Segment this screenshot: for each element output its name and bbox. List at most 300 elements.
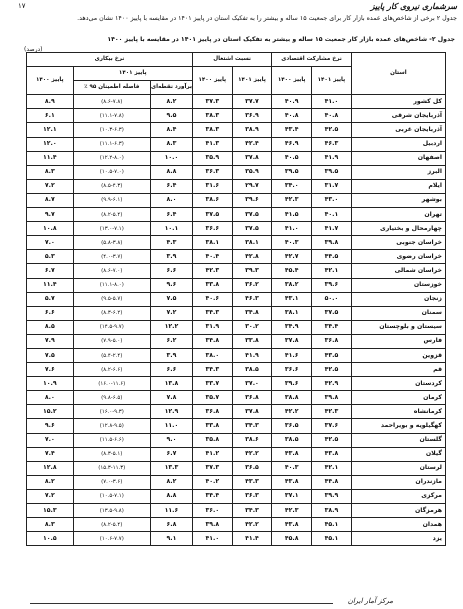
employment-1400-cell: ۳۴.۸	[192, 334, 232, 348]
province-cell: البرز	[351, 165, 445, 179]
unemployment-1400-cell: ۷.۹	[27, 334, 74, 348]
province-cell: خراسان رضوی	[351, 250, 445, 264]
unemployment-point-cell: ۶.۲	[150, 334, 192, 348]
province-cell: اردبیل	[351, 137, 445, 151]
unemployment-point-cell: ۶.۷	[150, 447, 192, 461]
unemployment-point-cell: ۱۰.۱	[150, 222, 192, 236]
unemployment-ci-cell: (۱۱.۱-۶.۳)	[73, 137, 150, 151]
employment-1401-cell: ۳۴.۳	[232, 419, 272, 433]
employment-1400-cell: ۴۱.۰	[192, 532, 232, 546]
table-unit: (درصد)	[24, 46, 43, 53]
unemployment-1400-cell: ۹.۷	[27, 208, 74, 222]
employment-1401-cell: ۳۷.۵	[232, 222, 272, 236]
employment-1401-cell: ۲۹.۷	[232, 179, 272, 193]
unemployment-point-cell: ۶.۶	[150, 363, 192, 377]
intro-paragraph: جدول ۲ برخی از شاخص‌های عمده بازار کار برای جمعیت ۱۵ ساله و بیشتر را به تفکیک استان در پاییز ۱۴۰۱ در مقایسه با پاییز ۱۴۰۰ نشان می‌دهد.	[77, 15, 457, 22]
unemployment-1400-cell: ۸.۳	[27, 165, 74, 179]
employment-1401-cell: ۳۶.۳	[232, 489, 272, 503]
province-cell: کردستان	[351, 377, 445, 391]
province-cell: قزوین	[351, 348, 445, 362]
table-row	[27, 165, 446, 179]
participation-1400-cell: ۴۵.۸	[272, 532, 312, 546]
unemployment-ci-cell: (۴.۰-۳.۷)	[73, 250, 150, 264]
participation-1400-cell: ۴۲.۷	[272, 250, 312, 264]
unemployment-point-cell: ۷.۵	[150, 292, 192, 306]
participation-1401-cell: ۴۵.۱	[312, 518, 352, 532]
table-row	[27, 109, 446, 123]
unemployment-point-cell: ۹.۶	[150, 278, 192, 292]
participation-1401-cell: ۳۷.۶	[312, 419, 352, 433]
participation-1401-cell: ۳۹.۶	[312, 278, 352, 292]
participation-1400-cell: ۴۳.۱	[272, 292, 312, 306]
employment-1400-cell: ۳۶.۸	[192, 405, 232, 419]
unemployment-ci-cell: (۱۳.۰-۷.۱)	[73, 222, 150, 236]
unemployment-point-cell: ۹.۰	[150, 433, 192, 447]
unemployment-point-cell: ۸.۰	[150, 193, 192, 207]
unemployment-point-cell: ۶.۴	[150, 179, 192, 193]
province-cell: تهران	[351, 208, 445, 222]
participation-1400-cell: ۴۱.۵	[272, 208, 312, 222]
unemployment-ci-cell: (۸.۳-۶.۲)	[73, 306, 150, 320]
unemployment-1400-cell: ۷.۶	[27, 363, 74, 377]
participation-1400-cell: ۴۶.۹	[272, 137, 312, 151]
unemployment-ci-cell: (۸.۲-۶.۶)	[73, 363, 150, 377]
employment-1401-cell: ۳۸.۶	[232, 433, 272, 447]
province-cell: سیستان و بلوچستان	[351, 320, 445, 334]
employment-1400-cell: ۳۳.۸	[192, 419, 232, 433]
employment-1401-cell: ۳۸.۵	[232, 363, 272, 377]
employment-1400-cell: ۴۲.۳	[192, 264, 232, 278]
participation-1401-cell: ۴۲.۵	[312, 363, 352, 377]
participation-1400-cell: ۴۱.۰	[272, 222, 312, 236]
employment-1401-cell: ۳۷.۰	[232, 377, 272, 391]
employment-1401-cell: ۳۷.۵	[232, 208, 272, 222]
participation-1401-cell: ۴۲.۱	[312, 461, 352, 475]
unemployment-point-cell: ۴.۳	[150, 236, 192, 250]
table-row	[27, 320, 446, 334]
employment-1400-cell: ۳۶.۶	[192, 222, 232, 236]
employment-1400-cell: ۳۴.۳	[192, 363, 232, 377]
province-cell: لرستان	[351, 461, 445, 475]
table-row	[27, 504, 446, 518]
employment-1400-cell: ۳۵.۸	[192, 433, 232, 447]
footer-signature: مرکز آمار ایران	[347, 597, 393, 605]
header-confidence-interval: فاصله اطمینان ۹۵ ٪	[73, 81, 150, 95]
unemployment-1400-cell: ۱۵.۲	[27, 405, 74, 419]
employment-1401-cell: ۳۷.۸	[232, 405, 272, 419]
province-cell: کرمان	[351, 391, 445, 405]
participation-1401-cell: ۴۰.۸	[312, 109, 352, 123]
participation-1400-cell: ۴۱.۶	[272, 348, 312, 362]
participation-1401-cell: ۴۵.۱	[312, 532, 352, 546]
table-row	[27, 363, 446, 377]
participation-1401-cell: ۵۰.۰	[312, 292, 352, 306]
header-unemployment: نرخ بیکاری	[27, 53, 193, 67]
participation-1400-cell: ۳۹.۵	[272, 165, 312, 179]
unemployment-ci-cell: (۸.۲-۵.۴)	[73, 518, 150, 532]
labor-indicators-table	[26, 52, 446, 546]
header-point-estimate: برآورد نقطه‌ای	[150, 81, 192, 95]
participation-1400-cell: ۳۷.۸	[272, 334, 312, 348]
table-row	[27, 123, 446, 137]
header-participation: نرخ مشارکت اقتصادی	[272, 53, 351, 67]
unemployment-1400-cell: ۸.۷	[27, 193, 74, 207]
participation-1400-cell: ۴۲.۲	[272, 405, 312, 419]
unemployment-ci-cell: (۹.۹-۶.۱)	[73, 193, 150, 207]
unemployment-1400-cell: ۱۲.۸	[27, 461, 74, 475]
participation-1401-cell: ۴۲.۳	[312, 405, 352, 419]
employment-1400-cell: ۳۸.۱	[192, 236, 232, 250]
participation-1400-cell: ۴۰.۳	[272, 461, 312, 475]
province-cell: مرکزی	[351, 489, 445, 503]
employment-1400-cell: ۳۹.۸	[192, 518, 232, 532]
participation-1401-cell: ۴۲.۱	[312, 264, 352, 278]
employment-1400-cell: ۳۸.۳	[192, 109, 232, 123]
page-header	[0, 0, 463, 14]
unemployment-ci-cell: (۷.۰-۳.۶)	[73, 475, 150, 489]
employment-1401-cell: ۳۶.۲	[232, 278, 272, 292]
employment-1401-cell: ۴۲.۲	[232, 518, 272, 532]
province-cell: همدان	[351, 518, 445, 532]
participation-1401-cell: ۴۲.۵	[312, 433, 352, 447]
unemployment-ci-cell: (۸.۶-۷.۸)	[73, 95, 150, 109]
employment-1401-cell: ۳۶.۹	[232, 109, 272, 123]
participation-1401-cell: ۳۴.۴	[312, 320, 352, 334]
unemployment-ci-cell: (۱۰.۶-۷.۷)	[73, 532, 150, 546]
province-cell: یزد	[351, 532, 445, 546]
table-row	[27, 151, 446, 165]
province-cell: چهارمحال و بختیاری	[351, 222, 445, 236]
province-cell: آذربایجان شرقی	[351, 109, 445, 123]
province-cell: هرمزگان	[351, 504, 445, 518]
employment-1401-cell: ۳۷.۸	[232, 151, 272, 165]
participation-1401-cell: ۳۹.۹	[312, 489, 352, 503]
employment-1400-cell: ۳۸.۰	[192, 348, 232, 362]
employment-1401-cell: ۳۳.۸	[232, 334, 272, 348]
unemployment-ci-cell: (۱۲.۸-۹.۵)	[73, 419, 150, 433]
header-participation-1401: پاییز ۱۴۰۱	[312, 67, 352, 95]
table-row	[27, 348, 446, 362]
unemployment-ci-cell: (۷.۹-۵.۰)	[73, 334, 150, 348]
participation-1400-cell: ۳۶.۵	[272, 419, 312, 433]
participation-1400-cell: ۳۸.۵	[272, 433, 312, 447]
table-row	[27, 137, 446, 151]
participation-1400-cell: ۴۰.۳	[272, 236, 312, 250]
unemployment-1400-cell: ۶.۷	[27, 264, 74, 278]
employment-1400-cell: ۳۶.۰	[192, 504, 232, 518]
employment-1400-cell: ۳۸.۳	[192, 123, 232, 137]
unemployment-1400-cell: ۶.۶	[27, 306, 74, 320]
page-title: سرشماری نیروی کار پاییز	[370, 1, 457, 11]
unemployment-1400-cell: ۷.۲	[27, 489, 74, 503]
employment-1401-cell: ۳۴.۸	[232, 306, 272, 320]
footer-divider	[30, 603, 333, 604]
participation-1401-cell: ۴۶.۳	[312, 137, 352, 151]
employment-1400-cell: ۳۷.۳	[192, 95, 232, 109]
unemployment-point-cell: ۹.۵	[150, 109, 192, 123]
unemployment-1400-cell: ۷.۰	[27, 433, 74, 447]
participation-1401-cell: ۳۶.۸	[312, 334, 352, 348]
unemployment-ci-cell: (۹.۸-۶.۵)	[73, 391, 150, 405]
employment-1401-cell: ۴۳.۳	[232, 475, 272, 489]
unemployment-point-cell: ۱۱.۶	[150, 504, 192, 518]
employment-1401-cell: ۳۶.۵	[232, 461, 272, 475]
participation-1400-cell: ۴۳.۸	[272, 447, 312, 461]
participation-1401-cell: ۴۳.۰	[312, 193, 352, 207]
unemployment-ci-cell: (۵.۴-۲.۴)	[73, 348, 150, 362]
participation-1400-cell: ۳۸.۲	[272, 278, 312, 292]
unemployment-ci-cell: (۱۰.۵-۷.۰)	[73, 165, 150, 179]
table-row	[27, 419, 446, 433]
unemployment-1400-cell: ۸.۰	[27, 391, 74, 405]
employment-1400-cell: ۳۶.۳	[192, 165, 232, 179]
employment-1400-cell: ۴۱.۲	[192, 447, 232, 461]
employment-1400-cell: ۴۱.۳	[192, 137, 232, 151]
table-row	[27, 278, 446, 292]
province-cell: سمنان	[351, 306, 445, 320]
unemployment-point-cell: ۶.۴	[150, 208, 192, 222]
participation-1400-cell: ۳۸.۱	[272, 306, 312, 320]
unemployment-ci-cell: (۱۱.۱-۷.۸)	[73, 109, 150, 123]
province-cell: زنجان	[351, 292, 445, 306]
participation-1400-cell: ۳۷.۱	[272, 489, 312, 503]
employment-1401-cell: ۳۹.۳	[232, 264, 272, 278]
unemployment-1400-cell: ۱۲.۰	[27, 137, 74, 151]
employment-1400-cell: ۳۷.۳	[192, 461, 232, 475]
unemployment-ci-cell: (۱۲.۲-۸.۰)	[73, 151, 150, 165]
employment-1401-cell: ۴۱.۴	[232, 532, 272, 546]
employment-1400-cell: ۳۳.۷	[192, 377, 232, 391]
unemployment-point-cell: ۱۳.۳	[150, 461, 192, 475]
table-row	[27, 377, 446, 391]
participation-1401-cell: ۴۲.۵	[312, 123, 352, 137]
employment-1401-cell: ۳۹.۶	[232, 193, 272, 207]
unemployment-1400-cell: ۷.۴	[27, 447, 74, 461]
unemployment-1400-cell: ۱۰.۸	[27, 222, 74, 236]
unemployment-1400-cell: ۱۲.۱	[27, 123, 74, 137]
unemployment-point-cell: ۱۳.۸	[150, 377, 192, 391]
participation-1401-cell: ۴۳.۸	[312, 447, 352, 461]
employment-1400-cell: ۳۱.۶	[192, 179, 232, 193]
unemployment-point-cell: ۱۱.۰	[150, 419, 192, 433]
table-row	[27, 461, 446, 475]
participation-1400-cell: ۴۲.۳	[272, 504, 312, 518]
province-cell: خراسان شمالی	[351, 264, 445, 278]
unemployment-point-cell: ۶.۶	[150, 264, 192, 278]
unemployment-point-cell: ۱۲.۹	[150, 405, 192, 419]
employment-1400-cell: ۳۳.۸	[192, 278, 232, 292]
unemployment-1400-cell: ۸.۳	[27, 518, 74, 532]
employment-1400-cell: ۳۴.۳	[192, 306, 232, 320]
employment-1401-cell: ۳۶.۸	[232, 391, 272, 405]
province-cell: کهگیلویه و بویراحمد	[351, 419, 445, 433]
unemployment-point-cell: ۳.۹	[150, 250, 192, 264]
unemployment-1400-cell: ۱۰.۹	[27, 377, 74, 391]
participation-1400-cell: ۴۰.۸	[272, 109, 312, 123]
table-row	[27, 405, 446, 419]
province-cell: قم	[351, 363, 445, 377]
table-row	[27, 447, 446, 461]
employment-1401-cell: ۳۷.۷	[232, 95, 272, 109]
employment-1400-cell: ۴۰.۴	[192, 250, 232, 264]
unemployment-1400-cell: ۸.۲	[27, 475, 74, 489]
participation-1400-cell: ۳۶.۶	[272, 363, 312, 377]
participation-1401-cell: ۳۹.۸	[312, 391, 352, 405]
employment-1401-cell: ۴۲.۴	[232, 137, 272, 151]
header-employment-1400: پاییز ۱۴۰۰	[192, 67, 232, 95]
province-cell: ایلام	[351, 179, 445, 193]
unemployment-ci-cell: (۱۱.۱-۸.۰)	[73, 278, 150, 292]
unemployment-ci-cell: (۵.۸-۳.۸)	[73, 236, 150, 250]
table-row	[27, 95, 446, 109]
employment-1401-cell: ۴۲.۸	[232, 250, 272, 264]
employment-1401-cell: ۴۶.۳	[232, 292, 272, 306]
unemployment-point-cell: ۷.۲	[150, 306, 192, 320]
province-cell: بوشهر	[351, 193, 445, 207]
participation-1401-cell: ۴۱.۹	[312, 151, 352, 165]
unemployment-ci-cell: (۸.۲-۵.۴)	[73, 208, 150, 222]
unemployment-ci-cell: (۱۳.۵-۹.۸)	[73, 504, 150, 518]
unemployment-1400-cell: ۸.۹	[27, 95, 74, 109]
unemployment-ci-cell: (۸.۶-۷.۰)	[73, 264, 150, 278]
participation-1401-cell: ۴۰.۱	[312, 208, 352, 222]
employment-1401-cell: ۳۵.۹	[232, 165, 272, 179]
employment-1400-cell: ۳۵.۹	[192, 151, 232, 165]
unemployment-1400-cell: ۷.۲	[27, 179, 74, 193]
table-row	[27, 489, 446, 503]
employment-1401-cell: ۳۴.۳	[232, 504, 272, 518]
participation-1400-cell: ۴۰.۵	[272, 151, 312, 165]
unemployment-point-cell: ۹.۱	[150, 532, 192, 546]
table-row	[27, 208, 446, 222]
table-row	[27, 250, 446, 264]
participation-1401-cell: ۴۴.۵	[312, 250, 352, 264]
unemployment-1400-cell: ۱۰.۵	[27, 532, 74, 546]
participation-1400-cell: ۳۴.۰	[272, 179, 312, 193]
header-unemployment-1400: پاییز ۱۴۰۰	[27, 67, 74, 95]
table-row	[27, 518, 446, 532]
province-cell: گیلان	[351, 447, 445, 461]
unemployment-ci-cell: (۱۴.۵-۹.۷)	[73, 320, 150, 334]
unemployment-ci-cell: (۱۱.۵-۶.۶)	[73, 433, 150, 447]
province-cell: کرمانشاه	[351, 405, 445, 419]
header-unemployment-1401: پاییز ۱۴۰۱	[73, 67, 192, 81]
participation-1401-cell: ۴۴.۸	[312, 475, 352, 489]
province-cell: کل کشور	[351, 95, 445, 109]
province-cell: مازندران	[351, 475, 445, 489]
table-row	[27, 532, 446, 546]
province-cell: آذربایجان غربی	[351, 123, 445, 137]
unemployment-point-cell: ۸.۴	[150, 123, 192, 137]
participation-1400-cell: ۴۰.۹	[272, 95, 312, 109]
table-row	[27, 292, 446, 306]
participation-1401-cell: ۴۱.۰	[312, 95, 352, 109]
table-row	[27, 391, 446, 405]
table-row	[27, 193, 446, 207]
unemployment-ci-cell: (۱۵.۳-۱۱.۳)	[73, 461, 150, 475]
employment-1400-cell: ۴۰.۲	[192, 475, 232, 489]
participation-1400-cell: ۴۳.۸	[272, 518, 312, 532]
unemployment-ci-cell: (۱۰.۳-۶.۳)	[73, 123, 150, 137]
page-number: ١٧	[18, 2, 26, 10]
participation-1401-cell: ۳۷.۵	[312, 306, 352, 320]
participation-1401-cell: ۳۱.۷	[312, 179, 352, 193]
unemployment-ci-cell: (۱۰.۵-۷.۱)	[73, 489, 150, 503]
province-cell: اصفهان	[351, 151, 445, 165]
header-employment: نسبت اشتغال	[192, 53, 271, 67]
unemployment-ci-cell: (۱۶.۰-۹.۳)	[73, 405, 150, 419]
unemployment-1400-cell: ۱۱.۴	[27, 278, 74, 292]
unemployment-point-cell: ۷.۸	[150, 391, 192, 405]
participation-1400-cell: ۴۵.۴	[272, 264, 312, 278]
employment-1400-cell: ۴۰.۶	[192, 292, 232, 306]
unemployment-1400-cell: ۵.۷	[27, 292, 74, 306]
unemployment-1400-cell: ۱۱.۴	[27, 151, 74, 165]
participation-1401-cell: ۳۹.۵	[312, 165, 352, 179]
header-participation-1400: پاییز ۱۴۰۰	[272, 67, 312, 95]
table-row	[27, 264, 446, 278]
participation-1401-cell: ۳۸.۹	[312, 504, 352, 518]
participation-1400-cell: ۴۲.۳	[272, 193, 312, 207]
unemployment-point-cell: ۸.۲	[150, 475, 192, 489]
employment-1401-cell: ۴۱.۹	[232, 348, 272, 362]
unemployment-ci-cell: (۸.۳-۵.۱)	[73, 447, 150, 461]
province-cell: گلستان	[351, 433, 445, 447]
unemployment-1400-cell: ۵.۳	[27, 250, 74, 264]
participation-1400-cell: ۳۸.۸	[272, 391, 312, 405]
employment-1400-cell: ۳۵.۷	[192, 391, 232, 405]
employment-1401-cell: ۴۲.۲	[232, 447, 272, 461]
employment-1401-cell: ۳۰.۲	[232, 320, 272, 334]
employment-1401-cell: ۳۸.۱	[232, 236, 272, 250]
table-row	[27, 475, 446, 489]
unemployment-ci-cell: (۱۶.۰-۱۱.۶)	[73, 377, 150, 391]
header-employment-1401: پاییز ۱۴۰۱	[232, 67, 272, 95]
table-row	[27, 222, 446, 236]
unemployment-1400-cell: ۷.۵	[27, 348, 74, 362]
table-body	[27, 95, 446, 546]
table-row	[27, 433, 446, 447]
unemployment-1400-cell: ۶.۱	[27, 109, 74, 123]
participation-1401-cell: ۴۲.۹	[312, 377, 352, 391]
unemployment-point-cell: ۸.۲	[150, 95, 192, 109]
employment-1400-cell: ۳۴.۴	[192, 489, 232, 503]
table-row	[27, 236, 446, 250]
unemployment-point-cell: ۶.۸	[150, 518, 192, 532]
header-province: استان	[351, 53, 445, 95]
employment-1400-cell: ۳۱.۹	[192, 320, 232, 334]
table-caption: جدول ۲- شاخص‌های عمده بازار کار جمعیت ۱۵ ساله و بیشتر به تفکیک استان در پاییز ۱۴۰۱ در مقایسه با پاییز ۱۴۰۰	[107, 36, 455, 43]
participation-1400-cell: ۳۴.۹	[272, 320, 312, 334]
unemployment-1400-cell: ۱۵.۳	[27, 504, 74, 518]
participation-1401-cell: ۴۳.۵	[312, 348, 352, 362]
province-cell: خراسان جنوبی	[351, 236, 445, 250]
employment-1401-cell: ۳۸.۹	[232, 123, 272, 137]
unemployment-point-cell: ۱۲.۲	[150, 320, 192, 334]
unemployment-point-cell: ۸.۳	[150, 137, 192, 151]
province-cell: فارس	[351, 334, 445, 348]
province-cell: خوزستان	[351, 278, 445, 292]
table-row	[27, 334, 446, 348]
unemployment-point-cell: ۸.۸	[150, 489, 192, 503]
unemployment-ci-cell: (۹.۵-۵.۷)	[73, 292, 150, 306]
table-row	[27, 306, 446, 320]
unemployment-1400-cell: ۷.۰	[27, 236, 74, 250]
participation-1400-cell: ۴۳.۸	[272, 475, 312, 489]
participation-1400-cell: ۴۳.۴	[272, 123, 312, 137]
unemployment-1400-cell: ۸.۵	[27, 320, 74, 334]
employment-1400-cell: ۳۸.۶	[192, 193, 232, 207]
